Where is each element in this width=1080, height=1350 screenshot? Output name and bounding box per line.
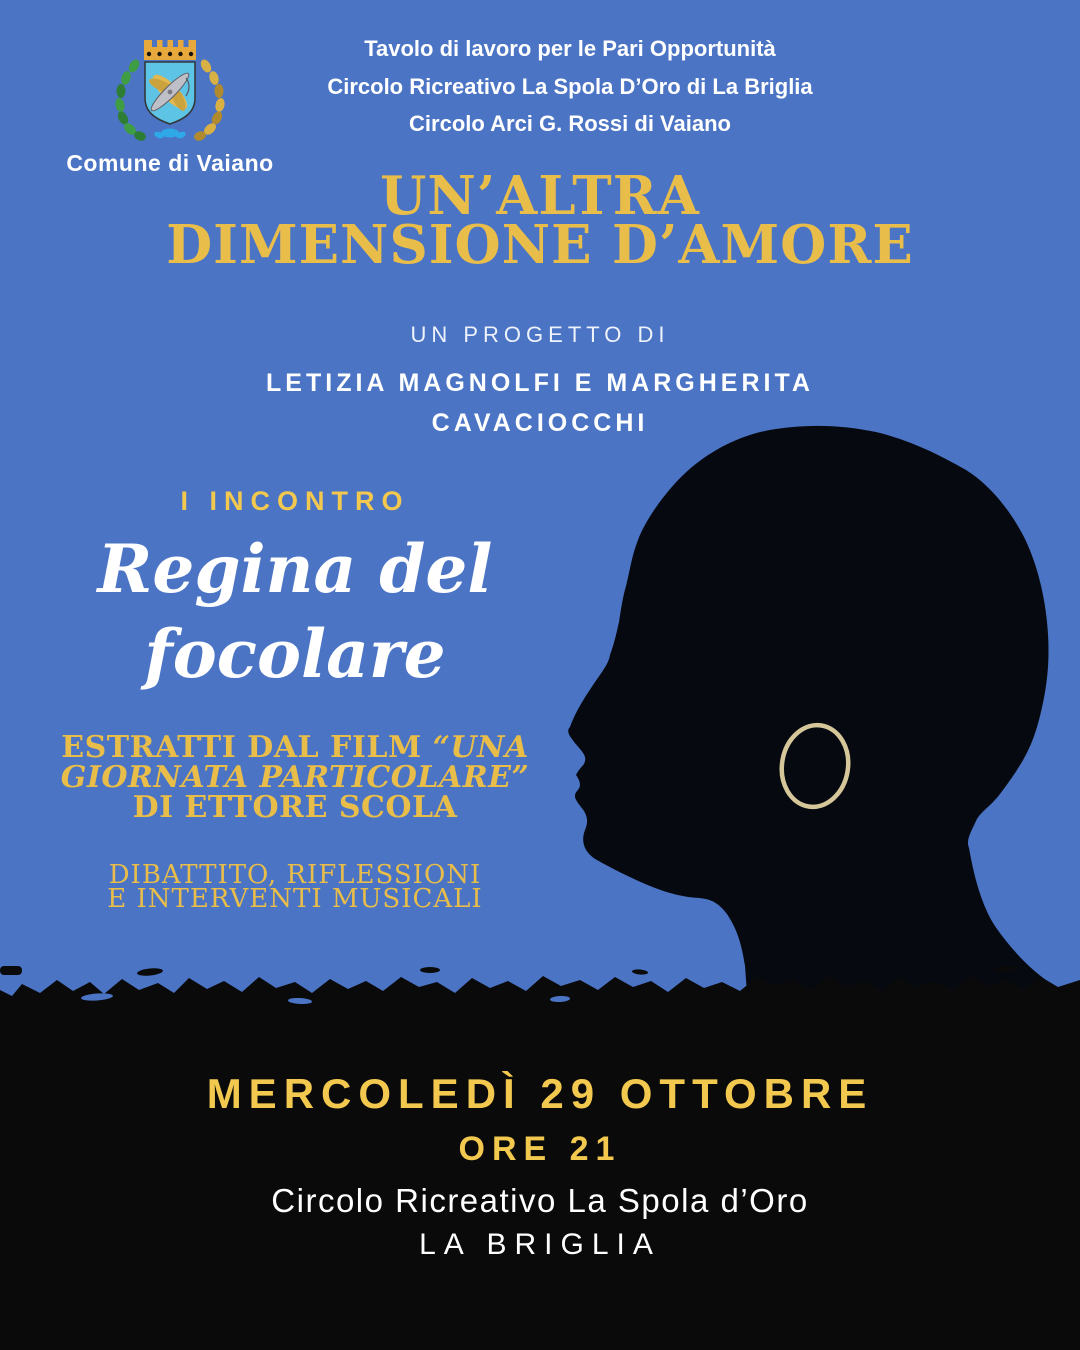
oak-branch — [193, 58, 226, 143]
poster-title — [0, 165, 1080, 276]
crown — [144, 40, 196, 60]
laurel-branch — [114, 58, 147, 143]
poster-title-line-1: UN’ALTRA — [380, 165, 700, 227]
activities-block — [40, 860, 550, 914]
film-title-part-2: GIORNATA PARTICOLARE” — [60, 760, 530, 795]
event-time: ORE 21 — [458, 1130, 622, 1168]
project-kicker: UN PROGETTO DI — [410, 322, 670, 347]
film-title-part-1: “UNA — [432, 730, 529, 765]
film-line-1: ESTRATTI DAL FILM “UNA — [61, 730, 529, 765]
crest-caption: Comune di Vaiano — [66, 150, 274, 176]
film-block — [40, 730, 550, 825]
woman-profile-silhouette — [540, 400, 1080, 1020]
ribbon — [153, 129, 186, 140]
film-director-line: DI ETTORE SCOLA — [132, 790, 458, 825]
organizer-line-3: Circolo Arci G. Rossi di Vaiano — [409, 111, 731, 136]
crest-block — [52, 26, 288, 177]
project-authors-line-2: CAVACIOCCHI — [431, 409, 649, 437]
organizers-block — [270, 30, 870, 143]
activities-line-2: E INTERVENTI MUSICALI — [107, 884, 483, 914]
silhouette-head — [568, 426, 1080, 1020]
meeting-title-line-2: focolare — [144, 615, 446, 693]
project-authors-line-1: LETIZIA MAGNOLFI E MARGHERITA — [266, 369, 814, 397]
organizer-line-1: Tavolo di lavoro per le Pari Opportunità — [364, 36, 776, 61]
bottom-band — [0, 960, 1080, 1350]
meeting-title-line-1: Regina del — [97, 530, 493, 608]
event-venue: Circolo Ricreativo La Spola d’Oro — [271, 1182, 809, 1219]
meeting-block — [40, 486, 550, 914]
activities-line-1: DIBATTITO, RIFLESSIONI — [108, 860, 482, 890]
event-location: LA BRIGLIA — [419, 1228, 661, 1261]
poster-title-line-2: DIMENSIONE D’AMORE — [166, 214, 914, 276]
organizer-line-2: Circolo Ricreativo La Spola D’Oro di La Briglia — [327, 73, 813, 99]
coat-of-arms-icon — [102, 26, 238, 144]
event-date: MERCOLEDÌ 29 OTTOBRE — [206, 1070, 874, 1117]
meeting-title — [40, 527, 550, 697]
meeting-kicker: I INCONTRO — [180, 486, 410, 516]
